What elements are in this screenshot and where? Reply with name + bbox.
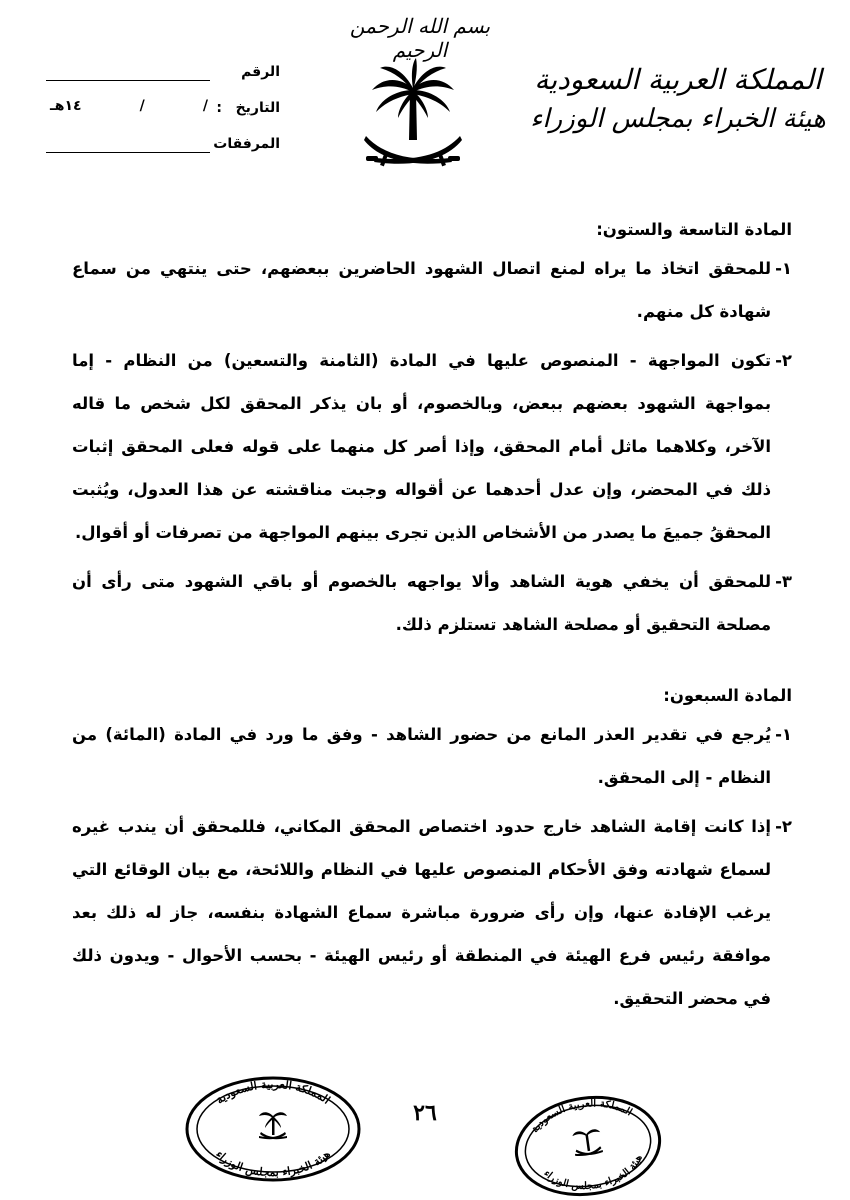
article-title: المادة السبعون:	[663, 686, 792, 705]
letterhead-organization	[528, 60, 828, 138]
date-hijri-suffix: ١٤هـ	[50, 98, 82, 114]
clause-text: يُرجع في تقدير العذر المانع من حضور الشاهد - وفق ما ورد في المادة (المائة) من النظام - إلى المحقق.	[72, 725, 772, 787]
seal-bottom-text: هيئة الخبراء بمجلس الوزراء	[541, 1153, 645, 1193]
clause	[72, 247, 792, 333]
clause-text: تكون المواجهة - المنصوص عليها في المادة (الثامنة والتسعين) من النظام - إما بمواجهة الشهود بعضهم ببعض، وبالخصوم، أو بان يذكر المحقق لكل شخص ما قاله الآخر، وكلاهما ماثل أمام المحقق، وإذا أصر كل منهما على قوله فعلى المحقق إثبات ذلك في المحضر، وإن عدل أحدهما عن أقواله وجبت مناقشته عن هذا العدول، ويُثبت المحققُ جميعَ ما يصدر من الأشخاص الذين تجرى بينهم المواجهة من تصرفات أو أقوال.	[72, 351, 772, 542]
official-seal-icon	[512, 1094, 664, 1198]
article-title: المادة التاسعة والستون:	[596, 220, 792, 239]
seal-top-text: المملكة العربية السعودية	[529, 1098, 634, 1136]
date-label: التاريخ	[235, 100, 280, 116]
clause	[72, 560, 792, 646]
org-name-kingdom: المملكة العربية السعودية	[534, 63, 822, 96]
svg-text:المملكة العربية السعودية	[214, 1078, 333, 1107]
clause-number: ١-	[775, 259, 792, 278]
official-seal-icon	[182, 1074, 364, 1184]
clause-number: ١-	[775, 725, 792, 744]
section-spacer	[72, 652, 792, 686]
document-body	[72, 220, 792, 1026]
reference-line	[46, 80, 210, 81]
attachments-line	[46, 152, 210, 153]
article-69	[72, 220, 792, 646]
clause	[72, 339, 792, 554]
letterhead-fields	[40, 60, 280, 168]
article-70	[72, 686, 792, 1020]
reference-label: الرقم	[241, 64, 280, 80]
basmala: بسم الله الرحمن الرحيم	[349, 14, 491, 62]
clause-number: ٢-	[775, 351, 792, 370]
date-parts	[50, 98, 208, 114]
clause-text: للمحقق أن يخفي هوية الشاهد وألا يواجهه بالخصوم أو باقي الشهود متى رأى أن مصلحة التحقيق أو مصلحة الشاهد تستلزم ذلك.	[72, 572, 772, 634]
date-colon: :	[216, 100, 222, 116]
org-name-authority: هيئة الخبراء بمجلس الوزراء	[530, 104, 826, 134]
clause-text: إذا كانت إقامة الشاهد خارج حدود اختصاص المحقق المكاني، فللمحقق أن يندب غيره لسماع شهادته وفق الأحكام المنصوص عليها في النظام واللائحة، مع بيان الوقائع التي يرغب الإفادة عنها، وإن رأى ضرورة مباشرة سماع الشهادة بنفسه، جاز له ذلك بعد موافقة رئيس فرع الهيئة في المنطقة أو رئيس الهيئة - بحسب الأحوال - ويدون ذلك في محضر التحقيق.	[72, 817, 772, 1008]
page-number: ٢٦	[413, 1100, 437, 1126]
date-slash-first: /	[202, 98, 208, 114]
clause	[72, 805, 792, 1020]
saudi-emblem-icon	[358, 58, 468, 176]
date-field	[40, 96, 280, 132]
attachments-field	[40, 132, 280, 168]
seal-bottom-text: هيئة الخبراء بمجلس الوزراء	[213, 1147, 333, 1180]
clause-number: ٢-	[775, 817, 792, 836]
attachments-label: المرفقات	[213, 136, 280, 152]
clause-text: للمحقق اتخاذ ما يراه لمنع اتصال الشهود الحاضرين ببعضهم، حتى ينتهي من سماع شهادة كل منهم.	[72, 259, 772, 321]
clause-number: ٣-	[775, 572, 792, 591]
date-slash-second: /	[139, 98, 145, 114]
clause	[72, 713, 792, 799]
reference-number-field	[40, 60, 280, 96]
seal-top-text: المملكة العربية السعودية	[213, 1077, 333, 1107]
